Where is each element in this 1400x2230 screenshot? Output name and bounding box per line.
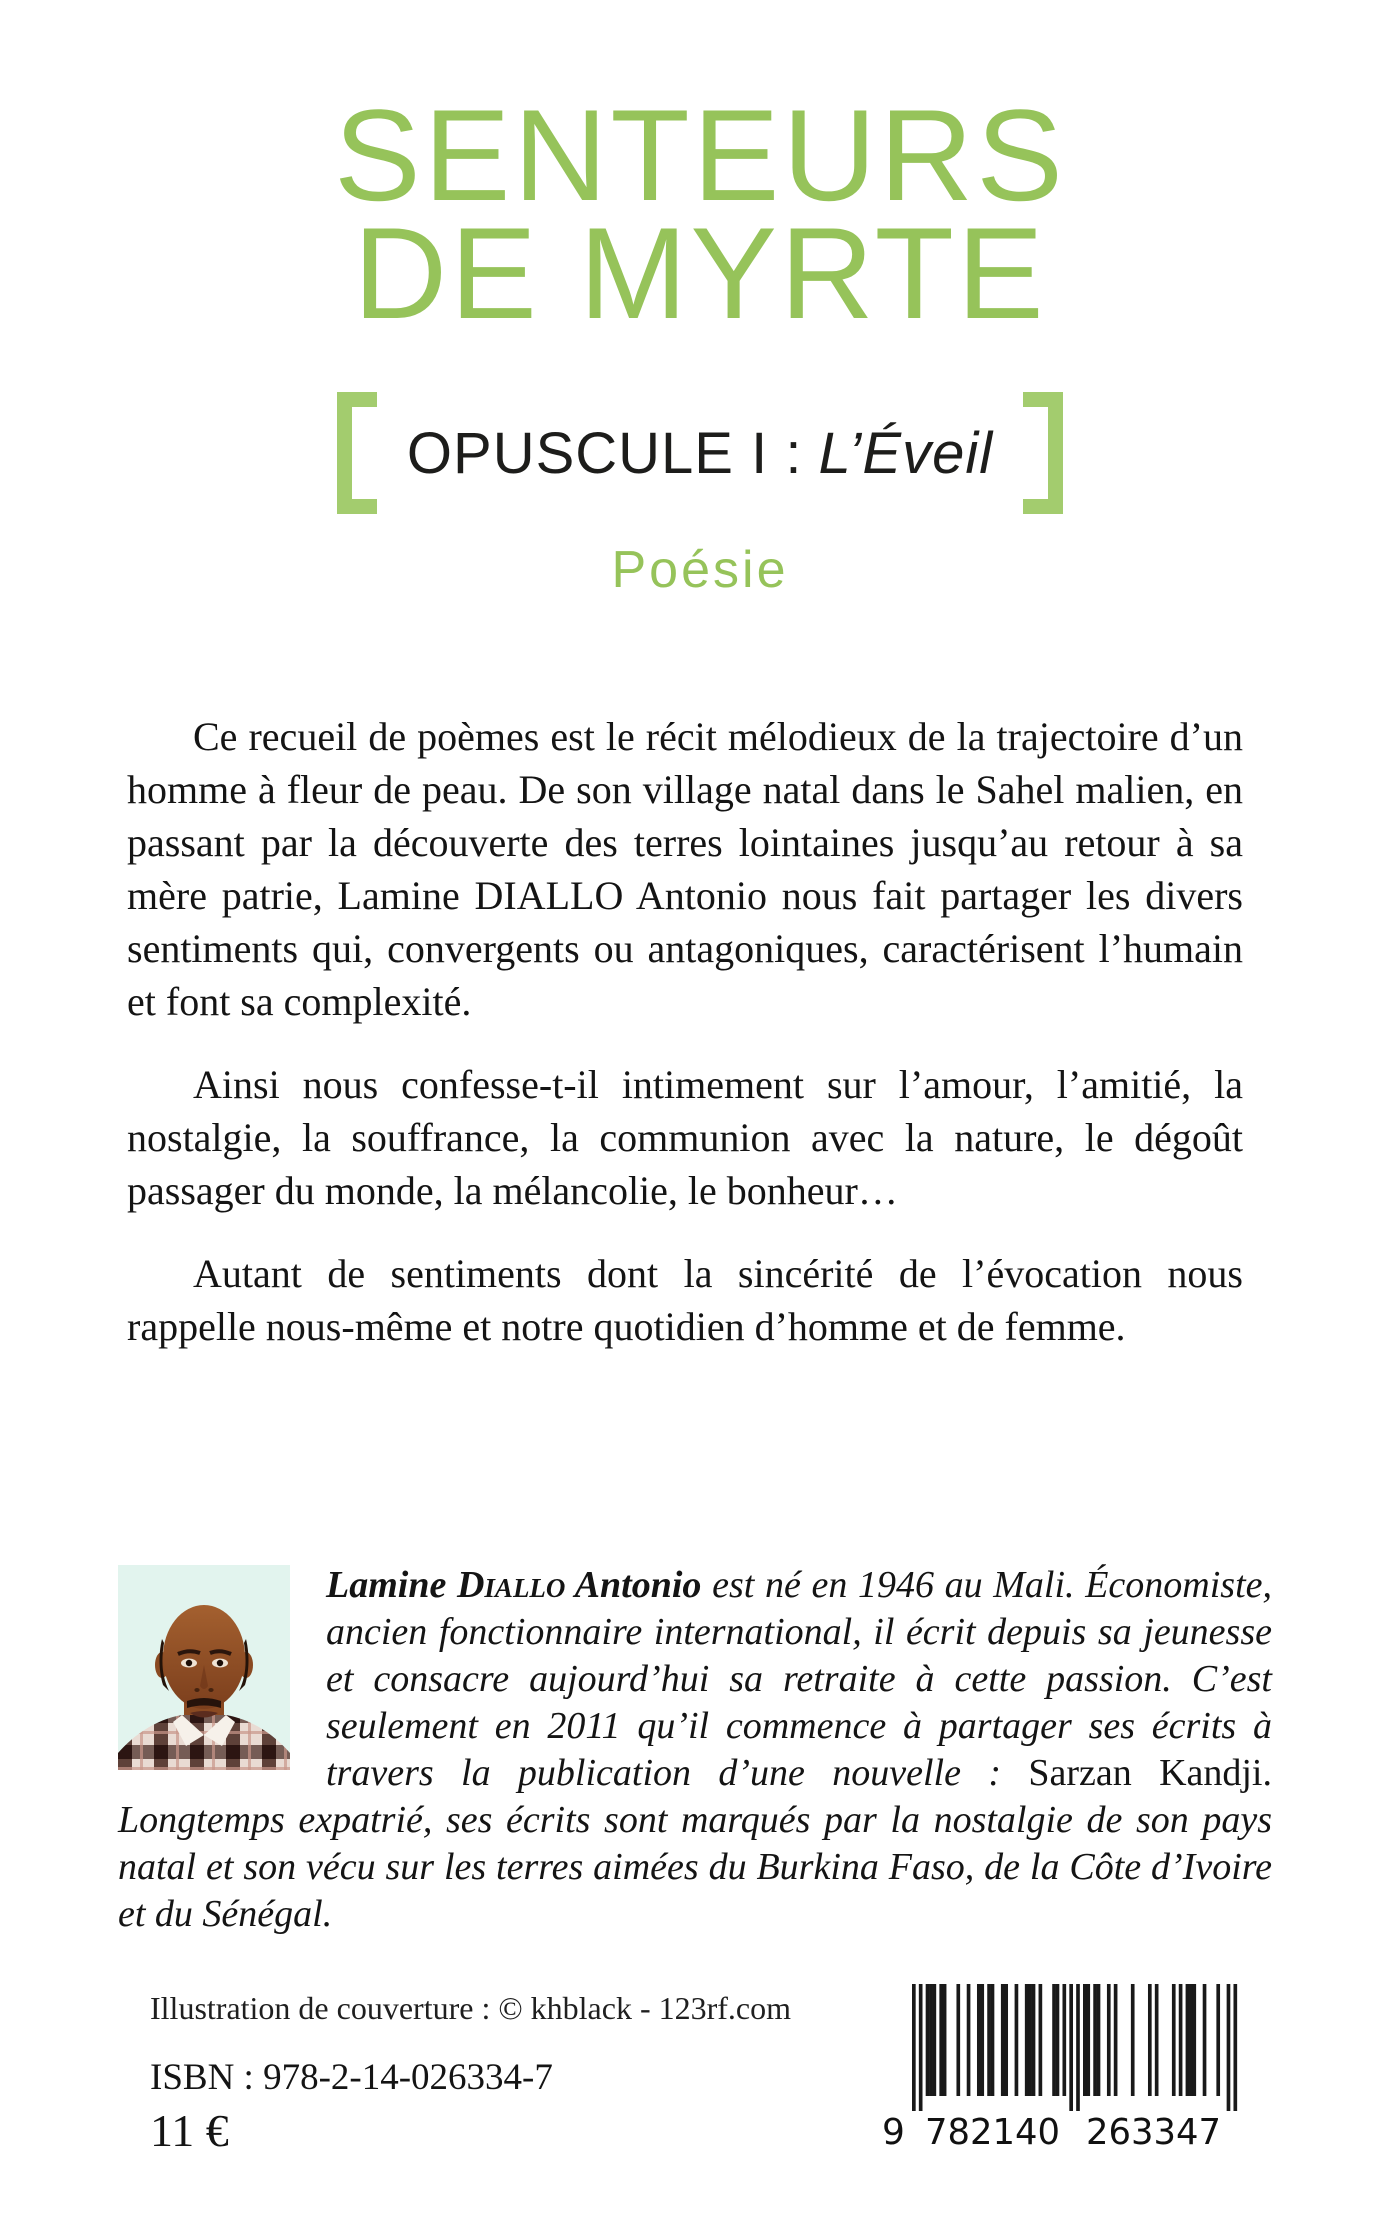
bracket-right-icon <box>1023 392 1063 514</box>
barcode-digit-group-2: 782140 <box>925 2112 1060 2153</box>
subtitle-block <box>0 392 1400 514</box>
isbn-label: ISBN : 978-2-14-026334-7 <box>150 2057 553 2098</box>
barcode-digit-group-3: 263347 <box>1086 2112 1221 2153</box>
novella-title: Sarzan Kandji. <box>1028 1752 1272 1794</box>
author-portrait-illustration <box>118 1565 290 1770</box>
bio-text-2: Longtemps expatrié, ses écrits sont marqués par la nostalgie de son pays natal et son vécu sur les terres aimées du Burkina Faso, de la Côte d’Ivoire et du Sénégal. <box>118 1799 1272 1935</box>
title-line-2: DE MYRTE <box>353 200 1047 346</box>
author-photo <box>118 1565 290 1770</box>
title-line-1: SENTEURS <box>334 82 1066 228</box>
synopsis-paragraph-1: Ce recueil de poèmes est le récit mélodieux de la trajectoire d’un homme à fleur de peau. De son village natal dans le Sahel malien, en passant par la découverte des terres lointaines jusqu’au retour à sa mère patrie, Lamine DIALLO Antonio nous fait partager les divers sentiments qui, convergents ou antagoniques, caractérisent l’humain et font sa complexité. <box>127 714 1243 1024</box>
synopsis-paragraph-3: Autant de sentiments dont la sincérité de l’évocation nous rappelle nous-même et notre quotidien d’homme et de femme. <box>127 1251 1243 1349</box>
genre-label: Poésie <box>611 541 789 599</box>
synopsis-paragraph-2: Ainsi nous confesse-t-il intimement sur l’amour, l’amitié, la nostalgie, la souffrance, la communion avec la nature, le dégoût passager du monde, la mélancolie, le bonheur… <box>127 1062 1243 1213</box>
illustration-credit: Illustration de couverture : © khblack - 123rf.com <box>150 1990 791 2026</box>
bio-text-1: est né en 1946 au Mali. Économiste, ancien fonctionnaire international, il écrit depuis sa jeunesse et consacre aujourd’hui sa retraite à cette passion. C’est seulement en 2011 qu’il commence à partager ses écrits à travers la publication d’une nouvelle : <box>326 1564 1272 1794</box>
opuscule-label: OPUSCULE I : <box>406 420 803 486</box>
synopsis <box>127 710 1243 1383</box>
author-bio <box>118 1562 1272 1938</box>
barcode-digit-group-1: 9 <box>882 2112 905 2153</box>
bracket-left-icon <box>337 392 377 514</box>
ean13-barcode <box>880 1984 1252 2154</box>
author-name: Lamine Diallo Antonio <box>326 1564 702 1606</box>
price-label: 11 € <box>150 2105 229 2156</box>
book-title <box>0 82 1400 346</box>
subtitle-text <box>407 392 993 514</box>
opuscule-title: L’Éveil <box>818 420 994 486</box>
